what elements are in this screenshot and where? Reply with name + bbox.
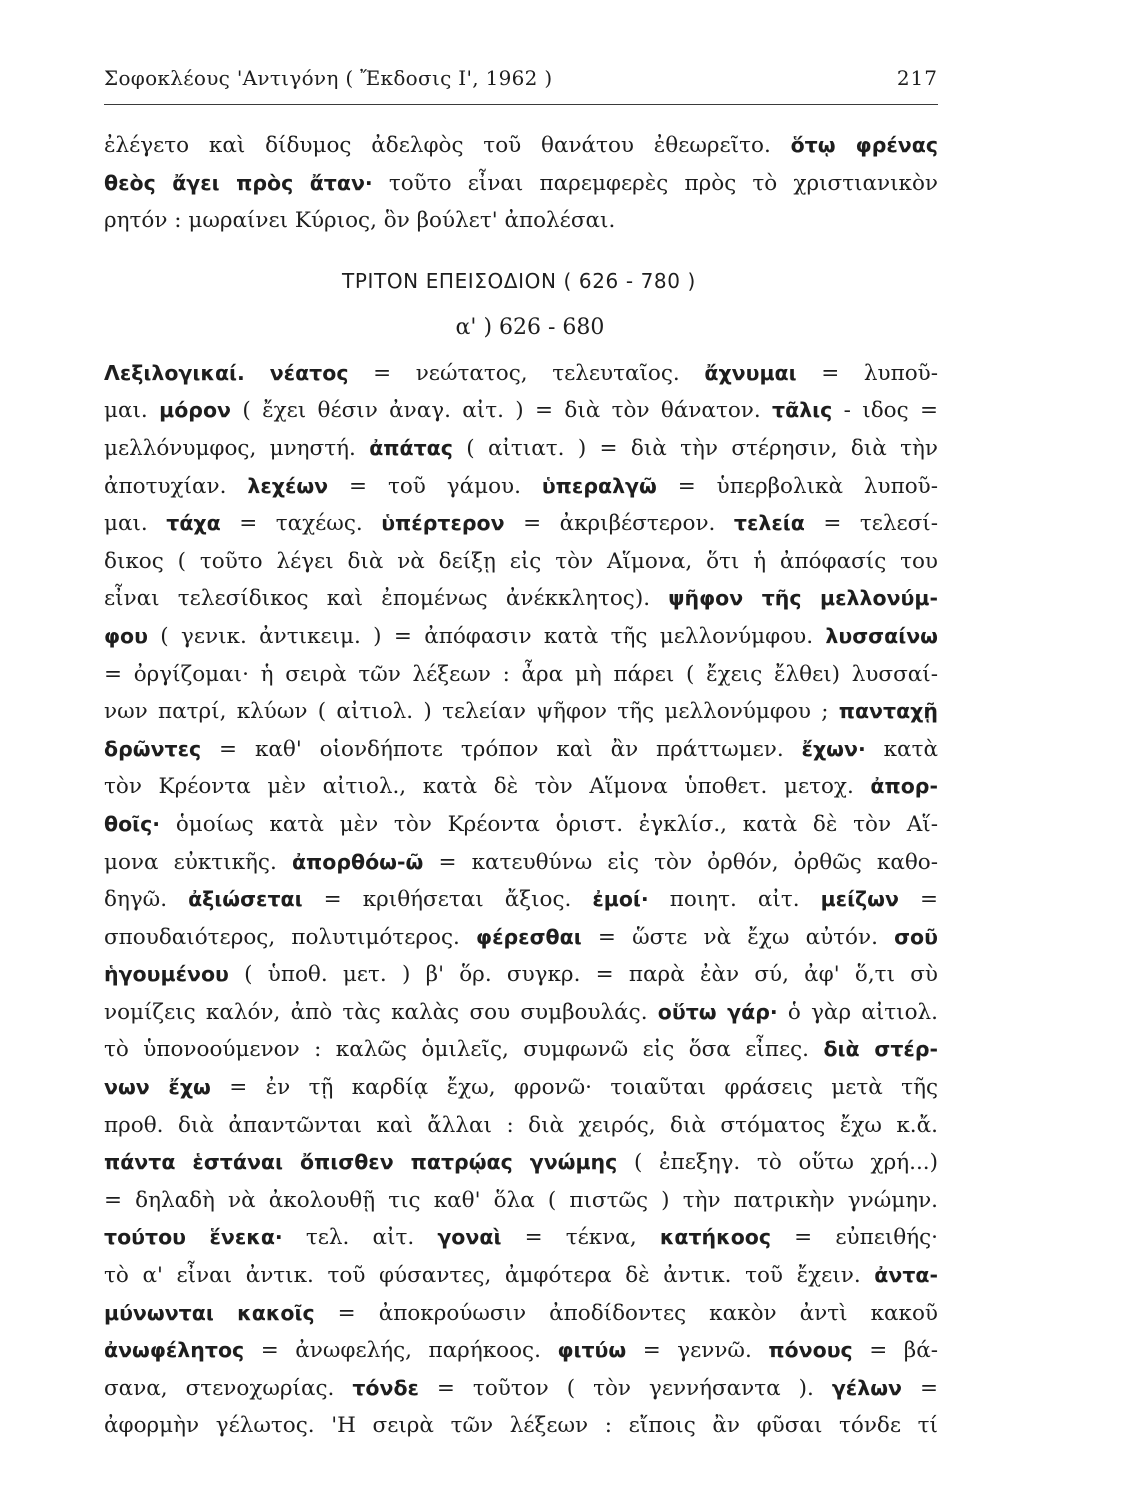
text-line (104, 468, 938, 506)
text-line (104, 693, 938, 731)
text-run: νομίζεις καλόν, ἀπὸ τὰς καλὰς σου συμβουλάς. (104, 999, 658, 1025)
bold-term: νων ἔχω (104, 1075, 211, 1100)
bold-term: ἀπορ- (870, 774, 938, 799)
bold-term: τόνδε (352, 1375, 419, 1400)
bold-term: ἡγουμένου (104, 962, 229, 987)
bold-term: μύνωνται κακοῖς (104, 1300, 315, 1325)
text-run: ἐλέγετο καὶ δίδυμος ἀδελφὸς τοῦ θανάτου ἐθεωρεῖτο. (104, 133, 791, 158)
text-run: = τελεσί- (804, 511, 938, 537)
text-line (104, 1257, 938, 1295)
text-run: = κατευθύνω εἰς τὸν ὀρθόν, ὀρθῶς καθο- (423, 849, 938, 875)
text-run: = τέκνα, (501, 1225, 660, 1251)
text-run: μονα εὐκτικῆς. (104, 849, 292, 875)
text-run: ( ὑποθ. μετ. ) β' ὅρ. συγκρ. = παρὰ ἐὰν σύ, ἀφ' ὅ,τι σὺ (228, 962, 938, 988)
text-run: τελ. αἰτ. (282, 1225, 438, 1251)
bold-term: ἀνωφέλητος (104, 1338, 245, 1363)
bold-term: ὑπεραλγῶ (541, 473, 657, 498)
text-line (104, 844, 938, 882)
bold-term: οὕτω γάρ· (657, 999, 778, 1024)
bold-term: τούτου ἕνεκα· (104, 1225, 283, 1250)
bold-term: σοῦ (894, 924, 938, 949)
bold-term: πόνους (768, 1338, 853, 1363)
text-run: = ἀνωφελής, παρήκοος. (244, 1338, 558, 1364)
text-run: = ταχέως. (220, 511, 382, 537)
text-run: τὸ ὑπονοούμενον : καλῶς ὁμιλεῖς, συμφωνῶ εἰς ὅσα εἶπες. (104, 1037, 824, 1063)
bold-term: μείζων (820, 887, 899, 912)
text-run: - ιδος = (832, 398, 938, 424)
bold-term: ἀπάτας (369, 435, 453, 460)
bold-term: φέρεσθαι (476, 924, 582, 949)
bold-term: ὑπέρτερον (381, 511, 505, 536)
text-line (104, 202, 938, 240)
text-run: δηγῶ. (104, 887, 189, 913)
section-heading: ΤΡΙΤΟΝ ΕΠΕΙΣΟΔΙΟΝ ( 626 - 780 ) (342, 268, 696, 293)
text-line (104, 580, 938, 618)
text-line (104, 1295, 938, 1333)
bold-term: πάντα ἑστάναι ὄπισθεν πατρῴας γνώμης (104, 1150, 618, 1175)
text-run: ἀποτυχίαν. (104, 473, 248, 499)
bold-term: ἀντα- (874, 1263, 938, 1288)
bold-term: γέλων (831, 1375, 902, 1400)
bold-term: θοῖς· (104, 811, 161, 836)
text-run: ( ἐπεξηγ. τὸ οὕτω χρή...) (617, 1150, 938, 1176)
text-line (104, 881, 938, 919)
text-run: ρητόν : μωραίνει Κύριος, ὃν βούλετ' ἀπολέσαι. (104, 208, 616, 234)
text-line (104, 1031, 938, 1069)
bold-term: τᾶλις (772, 398, 833, 423)
text-line (104, 355, 938, 393)
text-line (104, 1069, 938, 1107)
text-run: = κριθήσεται ἄξιος. (302, 887, 593, 913)
text-run: = (898, 887, 939, 913)
text-run: = καθ' οἱονδήποτε τρόπον καὶ ἂν πράττωμεν. (201, 736, 802, 762)
bold-term: τελεία (733, 511, 805, 536)
text-run: = ἀκριβέστερον. (504, 511, 734, 537)
text-line (104, 543, 938, 581)
bold-term: φου (104, 623, 148, 648)
text-run: ποιητ. αἰτ. (648, 887, 821, 913)
text-line (104, 806, 938, 844)
bold-term: ὅτῳ φρένας (790, 133, 938, 157)
text-run: μαι. (104, 511, 167, 537)
text-run: = ὑπερβολικὰ λυποῦ- (656, 473, 938, 499)
bold-term: λυσσαίνω (825, 623, 938, 648)
text-run: = ὥστε νὰ ἔχω αὐτόν. (581, 924, 895, 950)
text-run: = ἀποκρούωσιν ἀποδίδοντες κακὸν ἀντὶ κακοῦ (314, 1300, 938, 1326)
text-line (104, 1219, 938, 1257)
bold-term: λεχέων (247, 473, 329, 498)
text-run: προθ. διὰ ἀπαντῶνται καὶ ἄλλαι : διὰ χειρός, διὰ στόματος ἔχω κ.ἄ. (104, 1112, 938, 1138)
bold-term: διὰ στέρ- (823, 1037, 939, 1062)
text-run: σπουδαιότερος, πολυτιμότερος. (104, 924, 477, 950)
bold-term: μόρον (159, 398, 231, 423)
text-line (104, 1182, 938, 1220)
text-run: = εὐπειθής· (771, 1225, 938, 1251)
text-run: = ἐν τῇ καρδίᾳ ἔχω, φρονῶ· τοιαῦται φράσεις μετὰ τῆς (210, 1075, 938, 1101)
text-line (104, 768, 938, 806)
text-line (104, 656, 938, 694)
text-run: νων πατρί, κλύων ( αἰτιολ. ) τελείαν ψῆφον τῆς μελλονύμφου ; (104, 699, 839, 725)
text-line (104, 392, 938, 430)
bold-term: κατήκοος (659, 1225, 772, 1250)
text-run: = λυποῦ- (796, 360, 938, 386)
text-run: ( ἔχει θέσιν ἀναγ. αἰτ. ) = διὰ τὸν θάνατον. (231, 398, 773, 424)
page (104, 60, 938, 1445)
text-line (104, 1107, 938, 1145)
text-run: = δηλαδὴ νὰ ἀκολουθῇ τις καθ' ὅλα ( πιστῶς ) τὴν πατρικὴν γνώμην. (104, 1187, 938, 1213)
bold-term: ἔχων· (801, 736, 866, 761)
text-run: μαι. (104, 398, 160, 424)
bold-term: φιτύω (557, 1338, 627, 1363)
text-line (104, 618, 938, 656)
text-run: = τοῦτον ( τὸν γεννήσαντα ). (418, 1375, 832, 1401)
bold-term: ἀπορθόω-ῶ (291, 849, 424, 874)
running-head (104, 60, 938, 105)
text-line (104, 731, 938, 769)
bold-term: ἄχνυμαι (704, 360, 797, 385)
text-line (104, 1407, 938, 1445)
bold-term: ψῆφον τῆς μελλονύμ- (668, 586, 938, 611)
text-line (104, 919, 938, 957)
text-run: ὁ γὰρ αἰτιολ. (777, 999, 938, 1025)
text-line (104, 956, 938, 994)
text-run: = τοῦ γάμου. (328, 473, 542, 499)
bold-term: τάχα (166, 511, 221, 536)
text-run: = νεώτατος, τελευταῖος. (348, 360, 705, 386)
bold-term: γοναὶ (437, 1225, 502, 1250)
text-run: εἶναι τελεσίδικος καὶ ἐπομένως ἀνέκκλητος). (104, 586, 669, 612)
text-run: = γεννῶ. (626, 1338, 769, 1364)
bold-term: πανταχῇ (838, 699, 938, 724)
page-number: 217 (896, 66, 938, 90)
text-run: = (901, 1375, 938, 1401)
text-line (104, 505, 938, 543)
running-title: Σοφοκλέους 'Αντιγόνη ( Ἔκδοσις Ι', 1962 ) (104, 66, 553, 90)
text-line (104, 1370, 938, 1408)
text-run: = ὀργίζομαι· ἡ σειρὰ τῶν λέξεων : ἆρα μὴ πάρει ( ἔχεις ἔλθει) λυσσαί- (104, 661, 938, 687)
text-run: τὸν Κρέοντα μὲν αἰτιολ., κατὰ δὲ τὸν Αἵμονα ὑποθετ. μετοχ. (104, 774, 871, 800)
bold-term: ἐμοί· (592, 887, 649, 912)
text-run: τὸ α' εἶναι ἀντικ. τοῦ φύσαντες, ἀμφότερα δὲ ἀντικ. τοῦ ἔχειν. (104, 1263, 875, 1289)
text-run: κατὰ (865, 736, 938, 762)
bold-term: ἀξιώσεται (188, 887, 303, 912)
text-line (104, 127, 938, 165)
text-run: τοῦτο εἶναι παρεμφερὲς πρὸς τὸ χριστιανικὸν (372, 170, 938, 196)
text-run: ἀφορμὴν γέλωτος. 'Η σειρὰ τῶν λέξεων : εἴποις ἂν φῦσαι τόνδε τί (104, 1413, 938, 1439)
text-line (104, 430, 938, 468)
text-run: = βά- (852, 1338, 938, 1364)
text-line (104, 994, 938, 1032)
bold-term: Λεξιλογικαί. νέατος (104, 360, 349, 385)
bold-term: θεὸς ἄγει πρὸς ἄταν· (104, 170, 373, 195)
text-run: σανα, στενοχωρίας. (104, 1375, 353, 1401)
intro-paragraph (104, 127, 938, 240)
text-run: ( γενικ. ἀντικειμ. ) = ἀπόφασιν κατὰ τῆς μελλονύμφου. (147, 623, 826, 649)
lexicon-paragraph (104, 355, 938, 1445)
text-line (104, 165, 938, 203)
text-run: ὁμοίως κατὰ μὲν τὸν Κρέοντα ὁριστ. ἐγκλίσ., κατὰ δὲ τὸν Αἵ- (160, 811, 938, 837)
text-line (104, 1144, 938, 1182)
subheading: α' ) 626 - 680 (455, 314, 605, 340)
bold-term: δρῶντες (104, 736, 202, 761)
text-line (104, 1332, 938, 1370)
text-run: ( αἰτιατ. ) = διὰ τὴν στέρησιν, διὰ τὴν (452, 435, 938, 461)
text-run: δικος ( τοῦτο λέγει διὰ νὰ δείξῃ εἰς τὸν Αἵμονα, ὅτι ἡ ἀπόφασίς του (104, 548, 938, 574)
text-run: μελλόνυμφος, μνηστή. (104, 435, 370, 461)
